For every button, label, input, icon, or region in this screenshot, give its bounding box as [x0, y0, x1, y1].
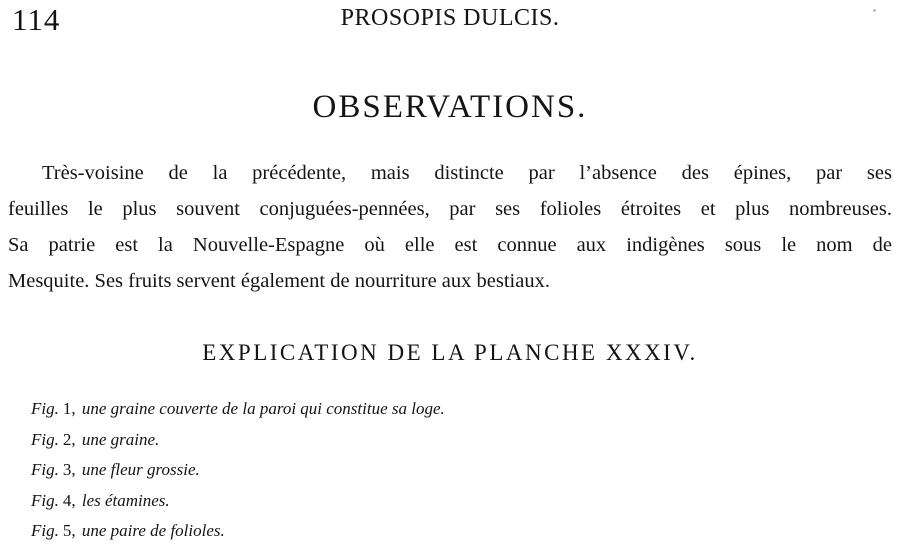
figure-label: Fig.	[31, 490, 59, 510]
figure-item	[31, 486, 445, 517]
paragraph-line: Sa patrie est la Nouvelle-Espagne où elle est connue aux indigènes sous le nom de	[8, 234, 892, 256]
figure-list	[31, 394, 445, 547]
figure-label: Fig.	[31, 521, 59, 540]
plate-heading: EXPLICATION DE LA PLANCHE XXXIV.	[202, 340, 698, 365]
figure-number: 2,	[62, 429, 76, 449]
figure-number: 5,	[62, 521, 76, 540]
section-title: OBSERVATIONS.	[312, 89, 588, 125]
paper-speck	[873, 9, 876, 12]
figure-description: une graine.	[81, 429, 160, 449]
figure-item	[31, 516, 445, 547]
figure-description: une paire de folioles.	[81, 521, 225, 540]
figure-number: 4,	[62, 490, 76, 510]
figure-item	[31, 425, 445, 456]
figure-item	[31, 394, 445, 425]
figure-description: une graine couverte de la paroi qui constitue sa loge.	[81, 399, 445, 418]
figure-description: une fleur grossie.	[81, 460, 200, 479]
paragraph-line: feuilles le plus souvent conjuguées-pennées, par ses folioles étroites et plus nombreuses.	[8, 198, 892, 220]
running-head: PROSOPIS DULCIS.	[340, 5, 560, 31]
figure-label: Fig.	[31, 460, 59, 479]
figure-number: 3,	[62, 460, 76, 479]
figure-label: Fig.	[31, 429, 59, 449]
figure-description: les étamines.	[81, 490, 170, 510]
figure-number: 1,	[62, 399, 76, 418]
paragraph-line: Mesquite. Ses fruits servent également de nourriture aux bestiaux.	[8, 270, 550, 292]
figure-label: Fig.	[31, 399, 59, 418]
page-number: 114	[12, 2, 61, 37]
observations-paragraph	[8, 155, 892, 299]
figure-item	[31, 455, 445, 486]
paragraph-line: Très-voisine de la précédente, mais distincte par l’absence des épines, par ses	[42, 162, 892, 184]
